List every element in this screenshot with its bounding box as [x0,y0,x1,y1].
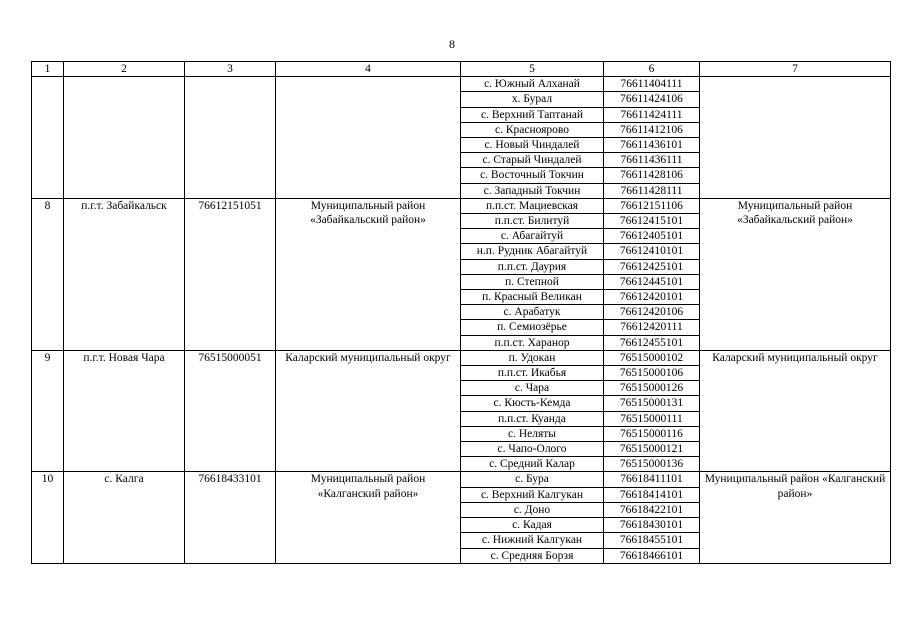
settlement-code: 76515000121 [604,442,700,457]
row-number: 9 [32,350,64,472]
settlement-code: 76612455101 [604,335,700,350]
settlement-code: 76611424106 [604,92,700,107]
settlement-code: 76618466101 [604,548,700,563]
settlement-code: 76515000136 [604,457,700,472]
settlement-code: 76618414101 [604,487,700,502]
settlement-code: 76611436111 [604,153,700,168]
table-row [32,472,891,487]
settlement-code: 76611412106 [604,122,700,137]
settlement-name: с. Восточный Токчин [461,168,604,183]
settlement-name: с. Доно [461,502,604,517]
column-header-1: 1 [32,62,64,77]
settlement-code: 76611428111 [604,183,700,198]
table-row [32,77,891,92]
settlement-code: 76612405101 [604,229,700,244]
column-header-4: 4 [276,62,461,77]
column-header-3: 3 [185,62,276,77]
settlement-code: 76612425101 [604,259,700,274]
center-code: 76612151051 [185,198,276,350]
settlement-code: 76611404111 [604,77,700,92]
settlement-name: с. Старый Чиндалей [461,153,604,168]
settlement-name: с. Кадая [461,518,604,533]
settlement-name: п.п.ст. Харанор [461,335,604,350]
settlement-code: 76612420106 [604,305,700,320]
column-header-7: 7 [700,62,891,77]
settlement-code: 76612415101 [604,214,700,229]
settlement-name: с. Южный Алханай [461,77,604,92]
municipality-name: Муниципальный район «Забайкальский район» [276,198,461,350]
settlement-name: п.п.ст. Билитуй [461,214,604,229]
center-cell [64,77,185,199]
district-name: Каларский муниципальный округ [700,350,891,472]
table-row [32,350,891,365]
settlement-name: п.п.ст. Икабья [461,366,604,381]
page-number: 8 [449,37,455,51]
settlement-name: н.п. Рудник Абагайтуй [461,244,604,259]
settlement-name: п.п.ст. Куанда [461,411,604,426]
num-cell [32,77,64,199]
settlement-name: п. Красный Великан [461,290,604,305]
row-number: 10 [32,472,64,563]
settlement-name: п.п.ст. Даурия [461,259,604,274]
settlement-code: 76612420101 [604,290,700,305]
settlement-name: с. Верхний Калгукан [461,487,604,502]
settlement-code: 76612151106 [604,198,700,213]
column-header-2: 2 [64,62,185,77]
settlement-name: с. Неляты [461,426,604,441]
settlement-name: с. Средняя Борзя [461,548,604,563]
settlement-name: с. Нижний Калгукан [461,533,604,548]
district-name: Муниципальный район «Калганский район» [700,472,891,563]
settlement-name: с. Верхний Таптанай [461,107,604,122]
settlement-name: х. Бурал [461,92,604,107]
settlement-code: 76611424111 [604,107,700,122]
settlement-code: 76515000131 [604,396,700,411]
settlement-name: с. Западный Токчин [461,183,604,198]
settlement-code: 76618411101 [604,472,700,487]
settlement-code: 76515000116 [604,426,700,441]
settlement-name: п. Удокан [461,350,604,365]
settlement-code: 76515000106 [604,366,700,381]
settlement-code: 76612410101 [604,244,700,259]
settlement-code: 76611436101 [604,138,700,153]
settlement-code: 76618430101 [604,518,700,533]
center-name: п.г.т. Забайкальск [64,198,185,350]
column-header-5: 5 [461,62,604,77]
settlement-name: с. Новый Чиндалей [461,138,604,153]
table-row [32,198,891,213]
header-row [32,62,891,77]
center-name: п.г.т. Новая Чара [64,350,185,472]
settlement-code: 76611428106 [604,168,700,183]
center-code: 76618433101 [185,472,276,563]
column-header-6: 6 [604,62,700,77]
settlement-code: 76515000102 [604,350,700,365]
center-code-cell [185,77,276,199]
settlement-name: с. Бура [461,472,604,487]
settlement-name: с. Чара [461,381,604,396]
settlement-code: 76612420111 [604,320,700,335]
settlement-name: с. Абагайтуй [461,229,604,244]
settlement-name: п. Семиозёрье [461,320,604,335]
settlement-name: с. Средний Калар [461,457,604,472]
row-number: 8 [32,198,64,350]
settlement-code: 76612445101 [604,274,700,289]
settlement-code: 76618455101 [604,533,700,548]
settlement-code: 76515000111 [604,411,700,426]
settlement-name: с. Кюсть-Кемда [461,396,604,411]
district-cell [700,77,891,199]
settlement-name: п. Степной [461,274,604,289]
settlement-name: с. Красноярово [461,122,604,137]
settlement-name: с. Чапо-Олого [461,442,604,457]
municipality-name: Муниципальный район «Калганский район» [276,472,461,563]
settlement-code: 76618422101 [604,502,700,517]
settlement-name: с. Арабатук [461,305,604,320]
district-name: Муниципальный район «Забайкальский район» [700,198,891,350]
settlements-table [31,61,891,564]
settlement-code: 76515000126 [604,381,700,396]
center-code: 76515000051 [185,350,276,472]
settlement-name: п.п.ст. Мациевская [461,198,604,213]
municipality-cell [276,77,461,199]
municipality-name: Каларский муниципальный округ [276,350,461,472]
center-name: с. Калга [64,472,185,563]
